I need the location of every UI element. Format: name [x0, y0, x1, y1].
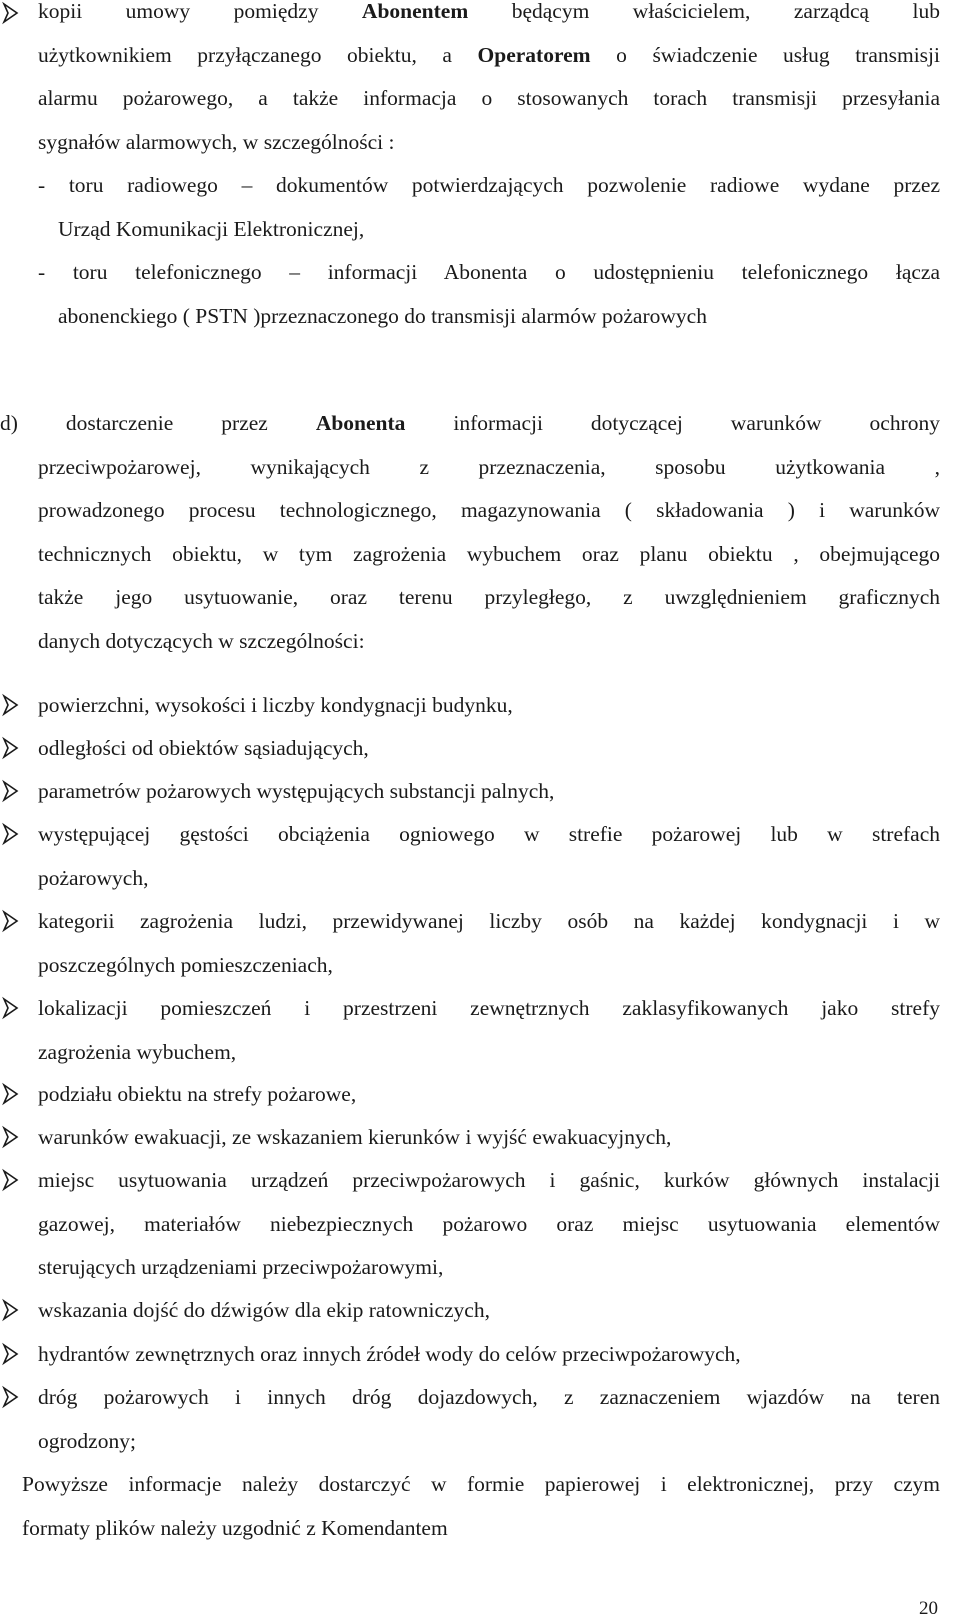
list-item-text: warunków ewakuacji, ze wskazaniem kierunków i wyjść ewakuacyjnych,	[38, 1125, 672, 1149]
arrow-bullet-icon	[2, 1342, 20, 1366]
closing-paragraph	[22, 1463, 940, 1550]
text-line: przeciwpożarowej, wynikających z przeznaczenia, sposobu użytkowania ,	[38, 454, 940, 479]
text-line: sygnałów alarmowych, w szczególności :	[38, 129, 395, 154]
arrow-bullet-icon	[2, 1125, 20, 1149]
list-item-text: podziału obiektu na strefy pożarowe,	[38, 1082, 357, 1106]
text-line: alarmu pożarowego, a także informacja o stosowanych torach transmisji przesyłania	[38, 86, 940, 110]
text-line: - toru radiowego – dokumentów potwierdzających pozwolenie radiowe wydane przez	[38, 173, 940, 197]
text-line: kopii umowy pomiędzy Abonentem będącym właścicielem, zarządcą lub	[38, 0, 940, 23]
arrow-bullet-icon	[2, 779, 20, 803]
list-item-text	[38, 0, 940, 338]
text-line: danych dotyczących w szczególności:	[38, 628, 365, 653]
text-line: formaty plików należy uzgodnić z Komendantem	[22, 1515, 448, 1540]
text-line: Urząd Komunikacji Elektronicznej,	[58, 216, 365, 241]
arrow-bullet-icon	[2, 996, 20, 1020]
text-line: technicznych obiektu, w tym zagrożenia wybuchem oraz planu obiektu , obejmującego	[38, 541, 940, 566]
arrow-bullet-icon	[2, 1168, 20, 1192]
list-item-text: wskazania dojść do dźwigów dla ekip ratowniczych,	[38, 1298, 490, 1322]
list-item-text: występującej gęstości obciążenia ogniowego w strefie pożarowej lub w strefach pożarowych,	[38, 822, 940, 890]
arrow-bullet-icon	[2, 1, 20, 25]
arrow-bullet-icon	[2, 1385, 20, 1409]
text-line: d) dostarczenie przez Abonenta informacji dotyczącej warunków ochrony	[0, 411, 940, 435]
text-line: - toru telefonicznego – informacji Abonenta o udostępnieniu telefonicznego łącza	[38, 260, 940, 284]
arrow-bullet-icon	[2, 693, 20, 717]
page-number: 20	[919, 1598, 938, 1619]
text-line: użytkownikiem przyłączanego obiektu, a Operatorem o świadczenie usług transmisji	[38, 42, 940, 67]
arrow-bullet-icon	[2, 822, 20, 846]
arrow-bullet-icon	[2, 1082, 20, 1106]
text-line: także jego usytuowanie, oraz terenu przyległego, z uwzględnieniem graficznych	[38, 585, 940, 609]
arrow-bullet-icon	[2, 909, 20, 933]
list-item-text: hydrantów zewnętrznych oraz innych źródeł wody do celów przeciwpożarowych,	[38, 1342, 741, 1366]
list-item-text: miejsc usytuowania urządzeń przeciwpożarowych i gaśnic, kurków głównych instalacji gazowej, materiałów niebezpiecznych pożarowo oraz miejsc usytuowania elementów sterujących urządzeniami przeciwpożarowymi,	[38, 1168, 940, 1279]
list-item-text: parametrów pożarowych występujących substancji palnych,	[38, 779, 555, 803]
list-item-text: dróg pożarowych i innych dróg dojazdowych, z zaznaczeniem wjazdów na teren ogrodzony;	[38, 1385, 940, 1453]
list-item-text: kategorii zagrożenia ludzi, przewidywanej liczby osób na każdej kondygnacji i w poszczególnych pomieszczeniach,	[38, 909, 940, 977]
list-item-text: lokalizacji pomieszczeń i przestrzeni zewnętrznych zaklasyfikowanych jako strefy zagrożenia wybuchem,	[38, 996, 940, 1064]
arrow-bullet-icon	[2, 736, 20, 760]
arrow-bullet-icon	[2, 1298, 20, 1322]
text-line: abonenckiego ( PSTN )przeznaczonego do transmisji alarmów pożarowych	[58, 303, 707, 328]
list-item-text: powierzchni, wysokości i liczby kondygnacji budynku,	[38, 693, 513, 717]
text-line: Powyższe informacje należy dostarczyć w formie papierowej i elektronicznej, przy czym	[22, 1472, 940, 1496]
list-item-text: odległości od obiektów sąsiadujących,	[38, 736, 369, 760]
section-d-paragraph	[0, 402, 940, 663]
text-line: prowadzonego procesu technologicznego, magazynowania ( składowania ) i warunków	[38, 498, 940, 522]
